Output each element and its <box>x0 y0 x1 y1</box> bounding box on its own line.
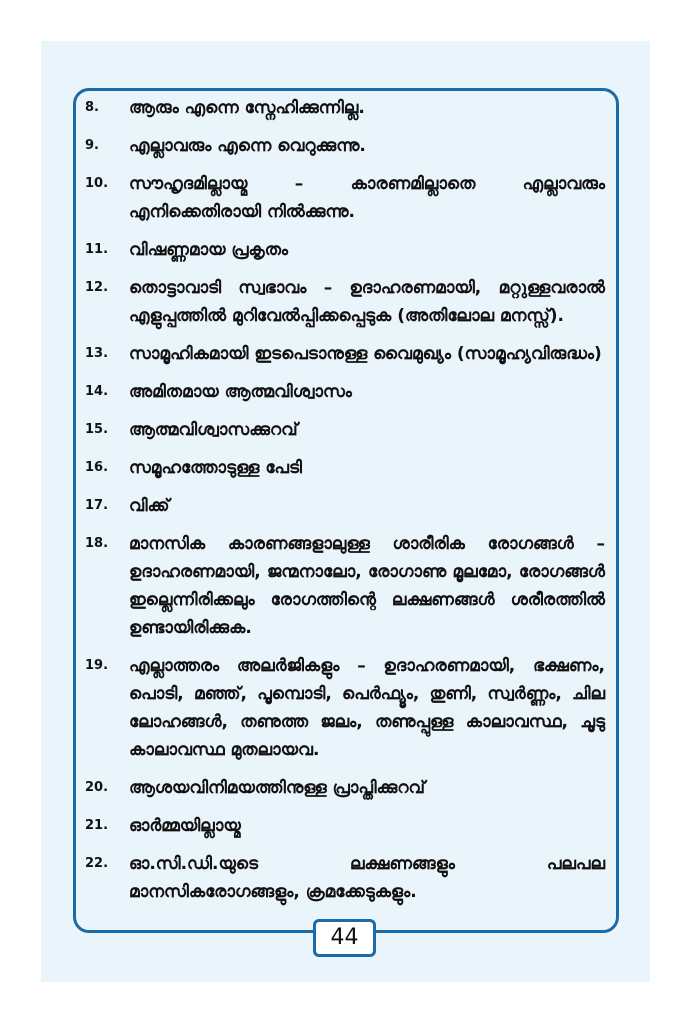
item-text: ആരും എന്നെ സ്നേഹിക്കുന്നില്ല. <box>129 98 365 118</box>
item-number: 16. <box>85 460 109 475</box>
list-item <box>85 812 605 840</box>
item-text: തൊട്ടാവാടി സ്വഭാവം – ഉദാഹരണമായി, മറ്റുള്ളവരാൽ എളുപ്പത്തിൽ മുറിവേൽപ്പിക്കപ്പെടുക (അതിലോല മനസ്സ്). <box>129 278 605 326</box>
list-item <box>85 416 605 444</box>
list-item <box>85 652 605 764</box>
list-item <box>85 170 605 226</box>
list-item <box>85 236 605 264</box>
list-item <box>85 132 605 160</box>
item-number: 19. <box>85 658 109 673</box>
item-text: സൗഹൃദമില്ലായ്മ – കാരണമില്ലാതെ എല്ലാവരും എനിക്കെതിരായി നിൽക്കുന്നു. <box>129 174 605 222</box>
list-item <box>85 492 605 520</box>
item-number: 9. <box>85 138 99 153</box>
item-number: 10. <box>85 176 109 191</box>
list-item <box>85 454 605 482</box>
item-number: 13. <box>85 346 109 361</box>
list-item <box>85 530 605 642</box>
item-number: 12. <box>85 280 109 295</box>
list-item <box>85 774 605 802</box>
item-number: 15. <box>85 422 109 437</box>
item-text: സാമൂഹികമായി ഇടപെടാനുള്ള വൈമുഖ്യം (സാമൂഹ്യവിരുദ്ധം) <box>129 344 602 364</box>
list-item <box>85 378 605 406</box>
item-text: ആശയവിനിമയത്തിനുള്ള പ്രാപ്തിക്കുറവ് <box>129 778 426 798</box>
list-item <box>85 94 605 122</box>
item-number: 20. <box>85 780 109 795</box>
item-text: മാനസിക കാരണങ്ങളാലുള്ള ശാരീരിക രോഗങ്ങൾ – ഉദാഹരണമായി, ജന്മനാലോ, രോഗാണു മൂലമോ, രോഗങ്ങൾ ഇല്ലെന്നിരിക്കലും രോഗത്തിന്റെ ലക്ഷണങ്ങൾ ശരീരത്തിൽ ഉണ്ടായിരിക്കുക. <box>129 534 605 638</box>
item-number: 11. <box>85 242 109 257</box>
page-number: 44 <box>313 919 376 957</box>
symptom-list <box>85 94 605 916</box>
item-text: ഓ.സി.ഡി.യുടെ ലക്ഷണങ്ങളും പലപല മാനസികരോഗങ്ങളും, ക്രമക്കേടുകളും. <box>129 854 605 902</box>
item-text: ഓർമ്മയില്ലായ്മ <box>129 816 241 836</box>
item-text: സമൂഹത്തോടുള്ള പേടി <box>129 458 302 478</box>
item-number: 22. <box>85 856 109 871</box>
list-item <box>85 274 605 330</box>
item-number: 14. <box>85 384 109 399</box>
item-number: 18. <box>85 536 109 551</box>
item-text: എല്ലാവരും എന്നെ വെറുക്കുന്നു. <box>129 136 366 156</box>
list-item <box>85 340 605 368</box>
item-number: 21. <box>85 818 109 833</box>
item-text: എല്ലാത്തരം അലർജികളും – ഉദാഹരണമായി, ഭക്ഷണം, പൊടി, മഞ്ഞ്, പൂമ്പൊടി, പെർഫ്യൂം, തുണി, സ്വർണ്ണം, ചില ലോഹങ്ങൾ, തണുത്ത ജലം, തണുപ്പുള്ള കാലാവസ്ഥ, ചൂടു കാലാവസ്ഥ മുതലായവ. <box>129 656 605 760</box>
list-item <box>85 850 605 906</box>
item-text: വിക്ക് <box>129 496 170 516</box>
item-text: അമിതമായ ആത്മവിശ്വാസം <box>129 382 352 402</box>
item-number: 8. <box>85 100 99 115</box>
item-number: 17. <box>85 498 109 513</box>
item-text: ആത്മവിശ്വാസക്കുറവ് <box>129 420 298 440</box>
item-text: വിഷണ്ണമായ പ്രകൃതം <box>129 240 289 260</box>
